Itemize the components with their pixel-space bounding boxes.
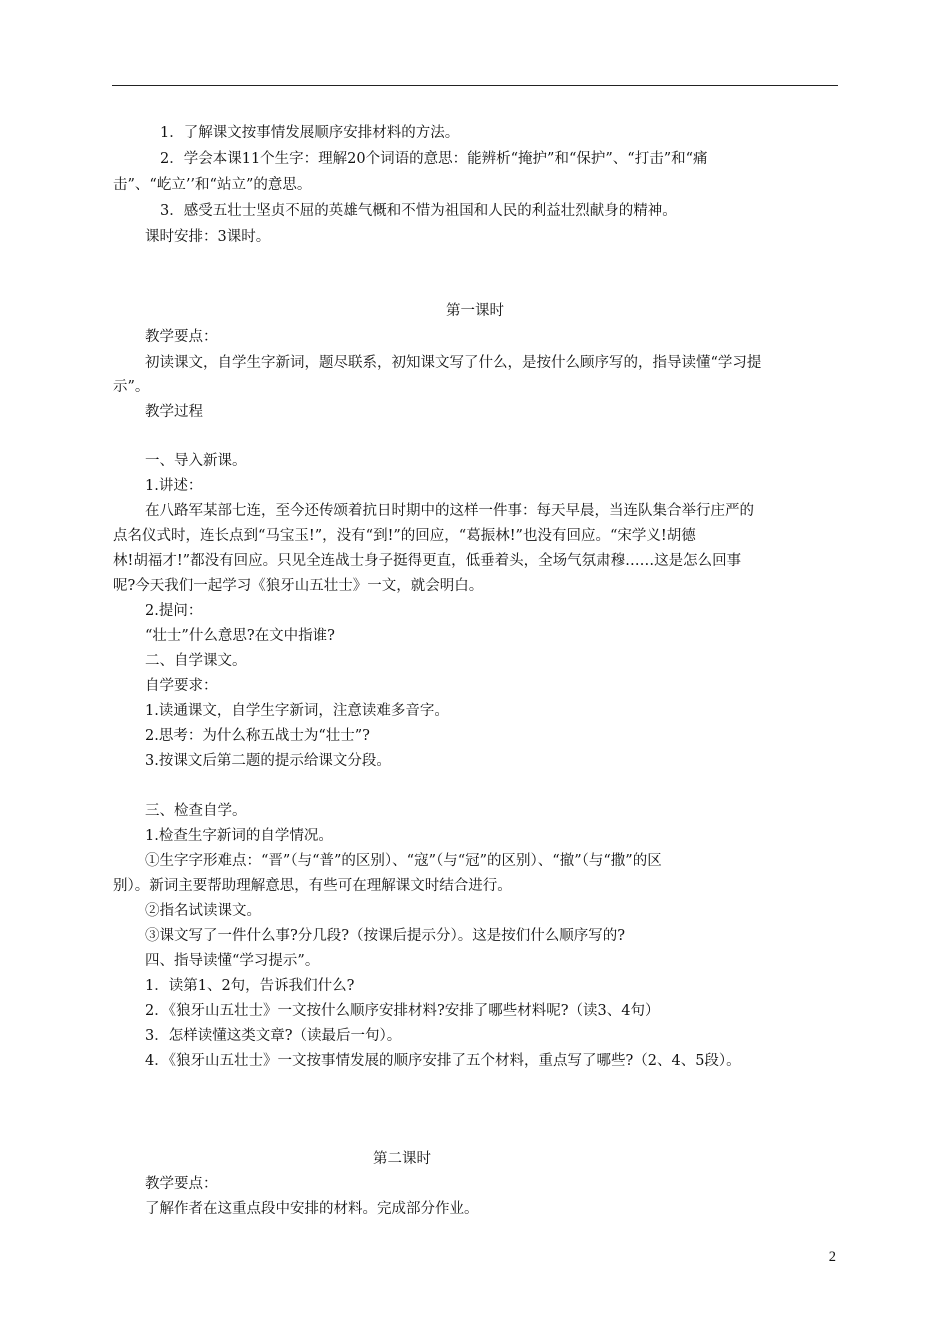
objective-1: 1．了解课文按事情发展顺序安排材料的方法。 xyxy=(160,125,460,141)
narrate-line: 点名仪式时，连长点到“马宝玉!”，没有“到!”的回应，“葛振林!”也没有回应。“宋学义!胡德 xyxy=(113,528,696,544)
narrate-label: 1.讲述： xyxy=(145,478,203,494)
lesson-schedule: 课时安排：3课时。 xyxy=(145,229,271,245)
lesson1-points-label: 教学要点： xyxy=(145,329,218,345)
guide-item: 3．怎样读懂这类文章?（读最后一句）。 xyxy=(145,1028,402,1044)
narrate-line: 林!胡福才!”都没有回应。只见全连战士身子挺得更直，低垂着头，全场气氛肃穆……这是怎么回事 xyxy=(113,553,742,569)
check-item: ①生字字形难点：“晋”（与“普”的区别）、“寇”（与“冠”的区别）、“撤”（与“撒”的区 xyxy=(145,853,662,869)
objective-2-cont: 击”、“屹立’’和“站立”的意思。 xyxy=(113,177,312,193)
process-label: 教学过程 xyxy=(145,404,203,420)
self-study-item: 3.按课文后第二题的提示给课文分段。 xyxy=(145,753,391,769)
lesson1-points-line: 示”。 xyxy=(113,379,150,395)
self-study-item: 2.思考：为什么称五战士为“壮士”? xyxy=(145,728,370,744)
question-text: “壮士”什么意思?在文中指谁? xyxy=(145,628,335,644)
objective-2: 2．学会本课11个生字：理解20个词语的意思：能辨析“掩护”和“保护”、“打击”和“痛 xyxy=(160,151,708,167)
lesson1-title: 第一课时 xyxy=(446,303,504,319)
check-item: 1.检查生字新词的自学情况。 xyxy=(145,828,333,844)
self-study-item: 1.读通课文，自学生字新词，注意读难多音字。 xyxy=(145,703,449,719)
lesson2-points: 了解作者在这重点段中安排的材料。完成部分作业。 xyxy=(145,1201,479,1217)
page-number: 2 xyxy=(828,1249,836,1265)
narrate-line: 呢?今天我们一起学习《狼牙山五壮士》一文，就会明白。 xyxy=(113,578,484,594)
lesson2-title: 第二课时 xyxy=(373,1151,431,1167)
objective-3: 3．感受五壮士坚贞不屈的英雄气概和不惜为祖国和人民的利益壮烈献身的精神。 xyxy=(160,203,677,219)
guide-item: 2．《狼牙山五壮士》一文按什么顺序安排材料?安排了哪些材料呢?（读3、4句） xyxy=(145,1003,660,1019)
self-study-label: 自学要求： xyxy=(145,678,218,694)
check-item: ②指名试读课文。 xyxy=(145,903,261,919)
section2-heading: 二、自学课文。 xyxy=(145,653,247,669)
guide-item: 1．读第1、2句，告诉我们什么? xyxy=(145,978,355,994)
header-rule xyxy=(112,85,838,86)
section4-heading: 四、指导读懂“学习提示”。 xyxy=(145,953,320,969)
section1-heading: 一、导入新课。 xyxy=(145,453,247,469)
check-item: 别）。新词主要帮助理解意思，有些可在理解课文时结合进行。 xyxy=(113,878,512,894)
question-label: 2.提问： xyxy=(145,603,203,619)
lesson2-points-label: 教学要点： xyxy=(145,1176,218,1192)
narrate-line: 在八路军某部七连，至今还传颂着抗日时期中的这样一件事：每天早晨，当连队集合举行庄严的 xyxy=(145,503,754,519)
lesson1-points-line: 初读课文，自学生字新词，题尽联系，初知课文写了什么，是按什么顾序写的，指导读懂“学习提 xyxy=(145,355,762,371)
check-item: ③课文写了一件什么事?分几段?（按课后提示分）。这是按们什么顺序写的? xyxy=(145,928,626,944)
section3-heading: 三、检查自学。 xyxy=(145,803,247,819)
guide-item: 4．《狼牙山五壮士》一文按事情发展的顺序安排了五个材料，重点写了哪些?（2、4、5段）。 xyxy=(145,1053,741,1069)
